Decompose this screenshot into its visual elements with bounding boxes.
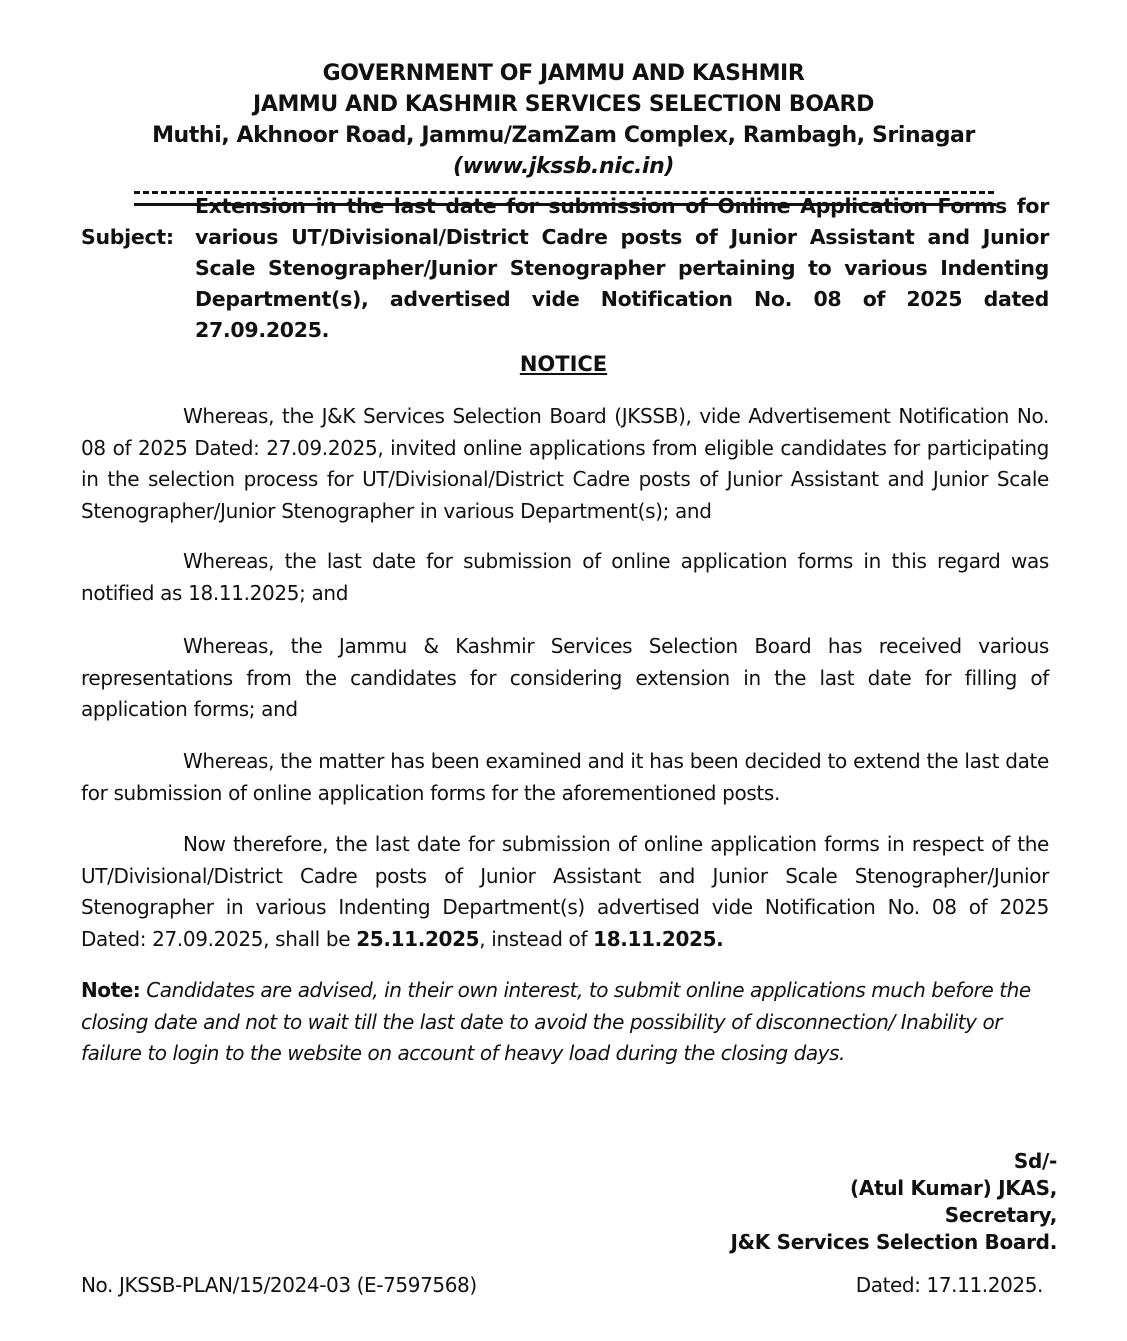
- signatory-organization: J&K Services Selection Board.: [730, 1230, 1057, 1254]
- signatory-name: (Atul Kumar) JKAS,: [850, 1176, 1057, 1200]
- reference-number: No. JKSSB-PLAN/15/2024-03 (E-7597568): [81, 1273, 477, 1297]
- subject-text-wrap: [195, 191, 1049, 346]
- note-block: [81, 975, 1049, 1070]
- signatory-designation: Secretary,: [944, 1203, 1057, 1227]
- note-text: Candidates are advised, in their own interest, to submit online applications much before the closing date and not to wait till the last date to avoid the possibility of disconnection/ Inability or failure to login to the website on account of heavy load during the closing days.: [81, 978, 1031, 1065]
- subject-text: Extension in the last date for submission of Online Application Forms for various UT/Divisional/District Cadre posts of Junior Assistant and Junior Scale Stenographer/Junior Stenographer pertaining to various Indenting Department(s), advertised vide Notification No. 08 of 2025 dated 27.09.2025.: [195, 194, 1049, 342]
- board-address: Muthi, Akhnoor Road, Jammu/ZamZam Complex, Rambagh, Srinagar: [152, 123, 975, 148]
- old-last-date: 18.11.2025.: [593, 926, 724, 951]
- issue-date: Dated: 17.11.2025.: [855, 1273, 1043, 1297]
- notice-title: NOTICE: [519, 352, 608, 376]
- signature-sd: Sd/-: [1013, 1149, 1057, 1173]
- paragraph-2: Whereas, the last date for submission of online application forms in this regard was notified as 18.11.2025; and: [81, 549, 1049, 605]
- new-last-date: 25.11.2025: [356, 926, 480, 951]
- final-text-middle: , instead of: [479, 926, 594, 951]
- board-website: (www.jkssb.nic.in): [452, 154, 675, 179]
- final-text-before: Now therefore, the last date for submission of online application forms in respect of the UT/Divisional/District Cadre posts of Junior Assistant and Junior Scale Stenographer/Junior Stenographer in various Indenting Department(s) advertised vide Notification No. 08 of 2025 Dated: 27.09.2025, shall be: [81, 832, 1049, 951]
- note-label: Note:: [81, 978, 141, 1002]
- subject-label: Subject:: [81, 225, 174, 249]
- signature-block: [730, 1148, 1057, 1256]
- government-title: GOVERNMENT OF JAMMU AND KASHMIR: [322, 61, 805, 86]
- subject-block: [81, 194, 1049, 346]
- board-title: JAMMU AND KASHMIR SERVICES SELECTION BOARD: [253, 92, 874, 117]
- paragraph-5: [81, 829, 1049, 955]
- paragraph-3: Whereas, the Jammu & Kashmir Services Selection Board has received various representations from the candidates for considering extension in the last date for filling of application forms; and: [81, 634, 1049, 721]
- letterhead: [0, 58, 1127, 182]
- paragraph-1: Whereas, the J&K Services Selection Board (JKSSB), vide Advertisement Notification No. 08 of 2025 Dated: 27.09.2025, invited online applications from eligible candidates for participating in the selection process for UT/Divisional/District Cadre posts of Junior Assistant and Junior Scale Stenographer/Junior Stenographer in various Department(s); and: [81, 404, 1049, 523]
- paragraph-4: Whereas, the matter has been examined and it has been decided to extend the last date for submission of online application forms for the aforementioned posts.: [81, 749, 1049, 805]
